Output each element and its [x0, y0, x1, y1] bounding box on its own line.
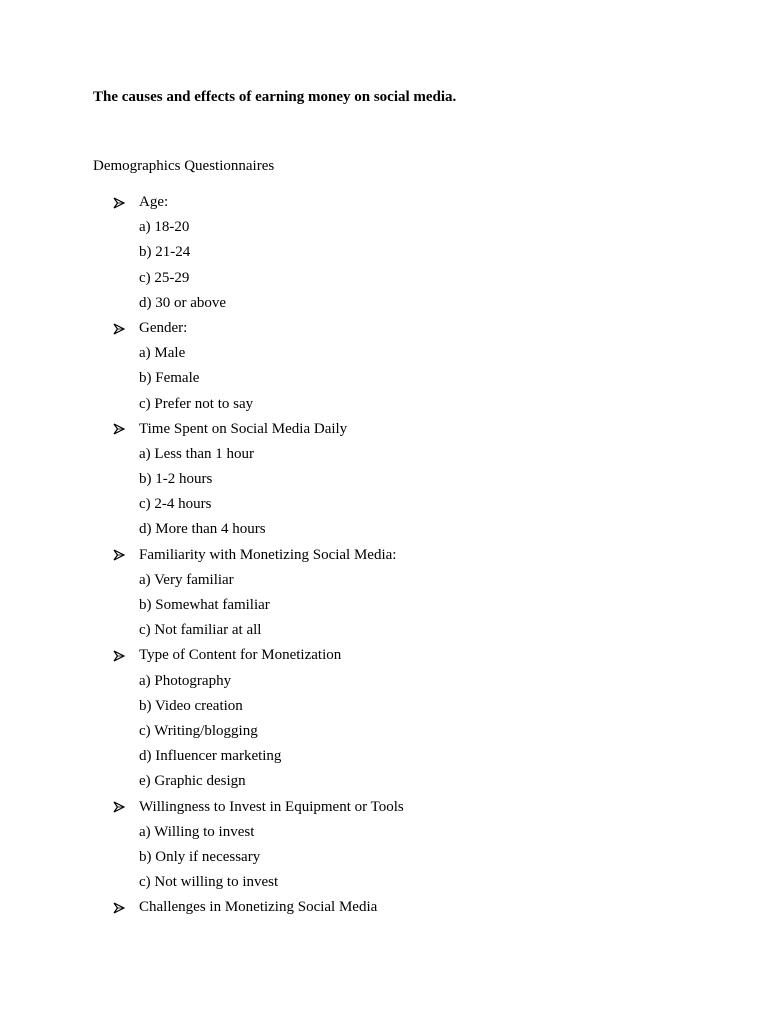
answer-option: b) 1-2 hours	[139, 471, 213, 488]
question-item	[113, 543, 733, 568]
answer-option: a) Willing to invest	[139, 823, 255, 840]
answer-option: c) Writing/blogging	[139, 722, 258, 739]
question-item	[113, 795, 733, 820]
arrowhead-bullet-icon	[113, 316, 127, 341]
question-item	[113, 190, 733, 215]
answer-option: c) 2-4 hours	[139, 496, 212, 513]
question-item	[113, 643, 733, 668]
answer-option: a) Less than 1 hour	[139, 445, 254, 462]
question-item	[113, 316, 733, 341]
answer-option: a) Photography	[139, 672, 232, 689]
arrowhead-bullet-icon	[113, 795, 127, 820]
question-label: Age:	[139, 194, 169, 210]
answer-option: c) Not familiar at all	[139, 622, 262, 639]
arrowhead-bullet-icon	[113, 643, 127, 668]
answer-option: d) 30 or above	[139, 294, 227, 311]
answer-option: d) Influencer marketing	[139, 748, 282, 765]
answer-option: b) Video creation	[139, 697, 243, 714]
question-label: Type of Content for Monetization	[139, 647, 342, 664]
document-title: The causes and effects of earning money on social media.	[93, 89, 457, 105]
answer-option: d) More than 4 hours	[139, 521, 266, 538]
question-label: Gender:	[139, 319, 188, 336]
answer-option: a) 18-20	[139, 219, 190, 236]
arrowhead-bullet-icon	[113, 543, 127, 568]
question-label: Willingness to Invest in Equipment or Tools	[139, 798, 404, 815]
arrowhead-bullet-icon	[113, 190, 127, 215]
question-label: Familiarity with Monetizing Social Media:	[139, 546, 397, 563]
answer-option: a) Very familiar	[139, 571, 234, 588]
answer-option: b) Female	[139, 370, 200, 387]
answer-option: c) Prefer not to say	[139, 395, 254, 412]
arrowhead-bullet-icon	[113, 417, 127, 442]
answer-option: b) Only if necessary	[139, 848, 261, 865]
answer-option: a) Male	[139, 345, 186, 362]
question-list	[113, 190, 733, 920]
question-item	[113, 417, 733, 442]
answer-option: e) Graphic design	[139, 773, 246, 790]
question-label: Challenges in Monetizing Social Media	[139, 899, 378, 916]
question-label: Time Spent on Social Media Daily	[139, 420, 348, 437]
answer-option: b) Somewhat familiar	[139, 597, 270, 613]
answer-option: c) Not willing to invest	[139, 874, 279, 891]
question-item	[113, 895, 733, 920]
answer-option: c) 25-29	[139, 269, 190, 286]
section-heading: Demographics Questionnaires	[93, 158, 275, 174]
answer-option: b) 21-24	[139, 244, 191, 261]
arrowhead-bullet-icon	[113, 895, 127, 920]
